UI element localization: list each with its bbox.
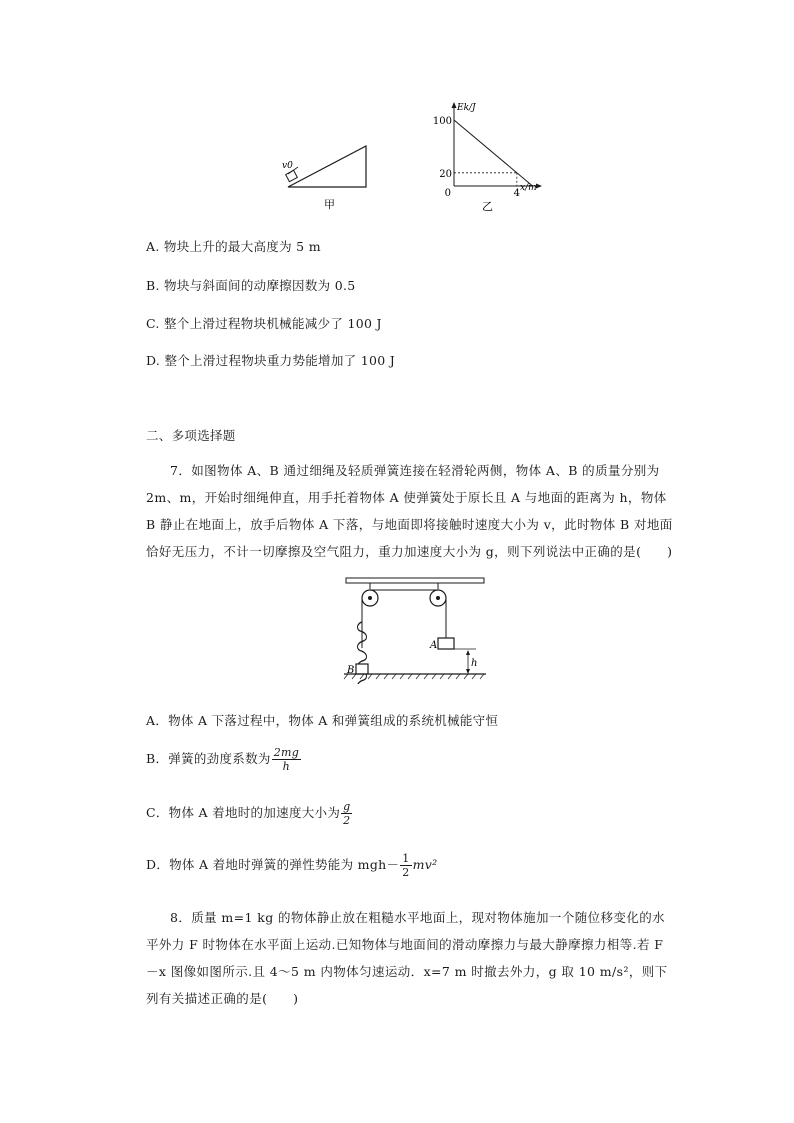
x-axis-label: x/m [520,183,537,193]
q7-option-c: C．物体 A 着地时的加速度大小为 $\frac{g}{2}$ [146,800,351,827]
q6-option-b: B. 物块与斜面间的动摩擦因数为 0.5 [146,278,356,293]
y-axis-arrow [452,102,457,108]
label-h: h [471,658,478,669]
ytick-20: 20 [439,168,452,180]
caption-jia: 甲 [324,198,335,211]
incline-triangle [288,146,366,187]
block-on-incline [286,170,298,181]
figure-yi-chart [426,98,546,213]
q6-option-c: C. 整个上滑过程物块机械能减少了 100 J [146,316,382,331]
q7-stem: 7．如图物体 A、B 通过细绳及轻质弹簧连接在轻滑轮两侧，物体 A、B 的质量分别为 2m、m，开始时细绳伸直，用手托着物体 A 使弹簧处于原长且 A 与地面的距离为 h，物体 B 静止在地面上，放手后物体 A 下落，与地面即将接触时速度大小为 v，此时物体 B 对地面恰好无压力，不计一切摩擦及空气阻力，重力加速度大小为 g，则下列说法中正确的是( ) [146,463,673,559]
block-b [356,664,368,674]
label-b: B [347,665,355,676]
pulley-spring-figure [340,572,488,684]
v0-label: v0 [282,161,293,171]
q8-stem: 8．质量 m=1 kg 的物体静止放在粗糙水平地面上，现对物体施加一个随位移变化的水平外力 F 时物体在水平面上运动.已知物体与地面间的滑动摩擦力与最大静摩擦力相等.若 F－x 图像如图所示.且 4～5 m 内物体匀速运动．x=7 m 时撤去外力，g 取 10 m/s²，则下列有关描述正确的是( ) [146,910,668,1006]
xtick-4: 4 [513,188,521,199]
ytick-100: 100 [432,116,452,127]
label-a: A [430,640,438,651]
origin-label: 0 [444,188,451,199]
y-axis-label: Ek/J [457,103,476,113]
spring [358,622,367,684]
figure-jia [276,138,376,214]
caption-yi: 乙 [482,200,493,213]
ground-hatching [344,674,484,679]
q7-option-d: D．物体 A 着地时弹簧的弹性势能为 mgh－ $\frac{1}{2}$ mv² [146,852,438,879]
q7-option-a: A．物体 A 下落过程中，物体 A 和弹簧组成的系统机械能守恒 [146,713,499,728]
section-title: 二、多项选择题 [146,428,236,443]
block-a [438,638,454,649]
x-axis-arrow [536,184,542,189]
q6-option-a: A. 物块上升的最大高度为 5 m [146,239,321,254]
ek-line [454,120,533,186]
q7-option-b: B．弹簧的劲度系数为 $\frac{2mg}{h}$ [146,746,300,773]
q6-option-d: D. 整个上滑过程物块重力势能增加了 100 J [146,353,396,368]
ceiling-bar [346,578,484,583]
